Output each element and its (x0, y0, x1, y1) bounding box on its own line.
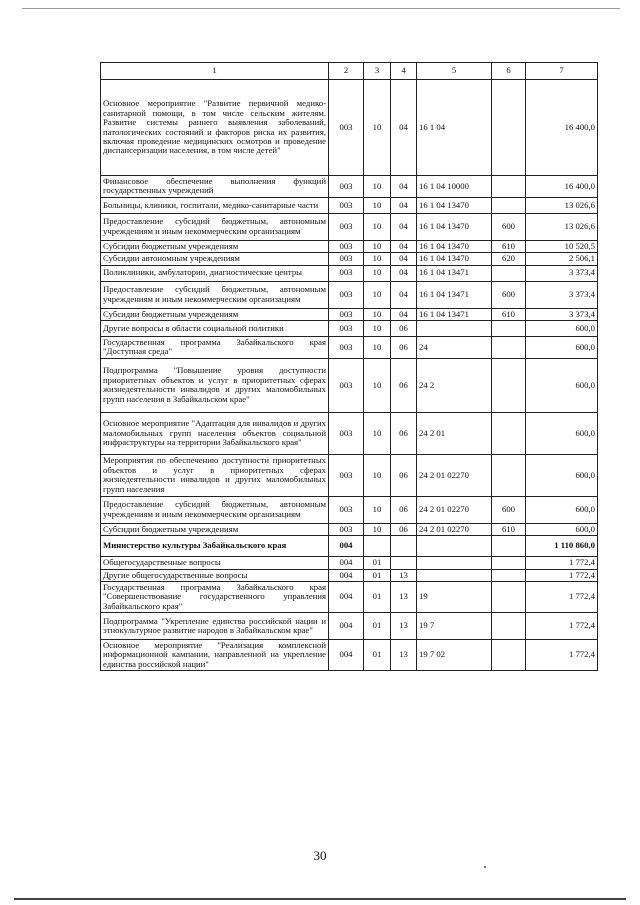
amount-cell: 3 373,4 (526, 265, 598, 281)
item-name-cell: Государственная программа Забайкальского края "Совершенствование государственного управления Забайкальского края" (101, 581, 329, 612)
item-name-cell: Общегосударственные вопросы (101, 557, 329, 569)
item-name-cell: Основное мероприятие "Реализация комплексной информационной кампании, направленной на укрепление единства российской нации" (101, 640, 329, 671)
target-article-cell: 16 1 04 13470 (417, 213, 492, 240)
section-code-cell: 10 (364, 176, 391, 198)
col-header-4: 4 (391, 63, 417, 80)
table-row (101, 412, 598, 454)
subsection-code-cell: 13 (391, 581, 417, 612)
target-article-cell (417, 320, 492, 336)
amount-cell: 600,0 (526, 412, 598, 454)
section-code-cell: 10 (364, 358, 391, 412)
amount-cell: 600,0 (526, 523, 598, 535)
section-code-cell: 10 (364, 320, 391, 336)
page-top-rule (22, 8, 620, 9)
amount-cell: 1 110 860,0 (526, 536, 598, 557)
expense-type-cell: 610 (492, 240, 526, 252)
section-code-cell: 01 (364, 640, 391, 671)
table-row (101, 308, 598, 320)
amount-cell: 600,0 (526, 454, 598, 496)
table-row (101, 613, 598, 640)
item-name-cell: Поликлиники, амбулатории, диагностические центры (101, 265, 329, 281)
amount-cell: 13 026,6 (526, 197, 598, 213)
section-code-cell: 10 (364, 213, 391, 240)
target-article-cell: 24 2 (417, 358, 492, 412)
target-article-cell: 24 2 01 (417, 412, 492, 454)
col-header-1: 1 (101, 63, 329, 80)
target-article-cell (417, 569, 492, 581)
subsection-code-cell (391, 536, 417, 557)
table-row (101, 213, 598, 240)
expense-type-cell (492, 454, 526, 496)
subsection-code-cell: 06 (391, 523, 417, 535)
expense-type-cell (492, 336, 526, 358)
expense-type-cell (492, 640, 526, 671)
amount-cell: 10 520,5 (526, 240, 598, 252)
subsection-code-cell: 04 (391, 176, 417, 198)
ministry-code-cell: 003 (329, 358, 364, 412)
amount-cell: 2 506,1 (526, 253, 598, 265)
amount-cell: 3 373,4 (526, 281, 598, 308)
amount-cell: 1 772,4 (526, 613, 598, 640)
table-row (101, 240, 598, 252)
target-article-cell: 24 (417, 336, 492, 358)
budget-table (100, 62, 598, 671)
item-name-cell: Министерство культуры Забайкальского края (101, 536, 329, 557)
subsection-code-cell: 04 (391, 281, 417, 308)
subsection-code-cell: 06 (391, 336, 417, 358)
subsection-code-cell: 04 (391, 265, 417, 281)
target-article-cell: 16 1 04 (417, 80, 492, 176)
section-code-cell: 10 (364, 496, 391, 523)
ministry-code-cell: 003 (329, 176, 364, 198)
ministry-code-cell: 004 (329, 640, 364, 671)
expense-type-cell (492, 197, 526, 213)
subsection-code-cell: 04 (391, 308, 417, 320)
item-name-cell: Основное мероприятие "Адаптация для инвалидов и других маломобильных групп населения объектов социальной инфраструктуры на территории Забайкальского края" (101, 412, 329, 454)
col-header-3: 3 (364, 63, 391, 80)
target-article-cell: 16 1 04 13471 (417, 281, 492, 308)
amount-cell: 16 400,0 (526, 80, 598, 176)
amount-cell: 1 772,4 (526, 581, 598, 612)
expense-type-cell (492, 581, 526, 612)
amount-cell: 600,0 (526, 496, 598, 523)
section-code-cell: 01 (364, 613, 391, 640)
ministry-code-cell: 003 (329, 80, 364, 176)
expense-type-cell (492, 412, 526, 454)
subsection-code-cell: 13 (391, 640, 417, 671)
expense-type-cell (492, 176, 526, 198)
section-code-cell: 01 (364, 569, 391, 581)
ministry-code-cell: 003 (329, 213, 364, 240)
section-code-cell: 10 (364, 412, 391, 454)
ministry-code-cell: 004 (329, 536, 364, 557)
subsection-code-cell: 06 (391, 358, 417, 412)
table-row (101, 320, 598, 336)
ministry-code-cell: 003 (329, 281, 364, 308)
scan-speck (484, 866, 486, 868)
table-row (101, 281, 598, 308)
ministry-code-cell: 003 (329, 253, 364, 265)
item-name-cell: Государственная программа Забайкальского края "Доступная среда" (101, 336, 329, 358)
expense-type-cell: 620 (492, 253, 526, 265)
target-article-cell (417, 536, 492, 557)
section-code-cell: 10 (364, 197, 391, 213)
ministry-code-cell: 003 (329, 240, 364, 252)
section-code-cell: 10 (364, 308, 391, 320)
ministry-code-cell: 003 (329, 265, 364, 281)
subsection-code-cell: 04 (391, 80, 417, 176)
col-header-2: 2 (329, 63, 364, 80)
expense-type-cell (492, 569, 526, 581)
subsection-code-cell (391, 557, 417, 569)
subsection-code-cell: 13 (391, 613, 417, 640)
ministry-code-cell: 003 (329, 454, 364, 496)
ministry-code-cell: 003 (329, 496, 364, 523)
table-row (101, 454, 598, 496)
ministry-code-cell: 003 (329, 523, 364, 535)
subsection-code-cell: 06 (391, 320, 417, 336)
target-article-cell: 24 2 01 02270 (417, 523, 492, 535)
expense-type-cell: 600 (492, 213, 526, 240)
item-name-cell: Мероприятия по обеспечению доступности приоритетных объектов и услуг в приоритетных сферах жизнедеятельности инвалидов и других маломобильных групп населения (101, 454, 329, 496)
ministry-code-cell: 003 (329, 197, 364, 213)
col-header-7: 7 (526, 63, 598, 80)
expense-type-cell (492, 536, 526, 557)
ministry-code-cell: 003 (329, 412, 364, 454)
target-article-cell: 16 1 04 13470 (417, 253, 492, 265)
col-header-5: 5 (417, 63, 492, 80)
expense-type-cell (492, 557, 526, 569)
ministry-code-cell: 003 (329, 320, 364, 336)
ministry-code-cell: 003 (329, 336, 364, 358)
target-article-cell: 16 1 04 13470 (417, 240, 492, 252)
table-row (101, 253, 598, 265)
item-name-cell: Субсидии бюджетным учреждениям (101, 308, 329, 320)
amount-cell: 3 373,4 (526, 308, 598, 320)
ministry-code-cell: 003 (329, 308, 364, 320)
subsection-code-cell: 04 (391, 197, 417, 213)
expense-type-cell (492, 613, 526, 640)
item-name-cell: Субсидии автономным учреждениям (101, 253, 329, 265)
target-article-cell: 19 7 (417, 613, 492, 640)
section-code-cell: 01 (364, 581, 391, 612)
table-row (101, 336, 598, 358)
table-row (101, 536, 598, 557)
table-row (101, 80, 598, 176)
ministry-code-cell: 004 (329, 581, 364, 612)
target-article-cell: 24 2 01 02270 (417, 496, 492, 523)
amount-cell: 1 772,4 (526, 557, 598, 569)
subsection-code-cell: 06 (391, 412, 417, 454)
page-bottom-rule (14, 898, 626, 900)
table-row (101, 557, 598, 569)
target-article-cell: 16 1 04 13470 (417, 197, 492, 213)
item-name-cell: Субсидии бюджетным учреждениям (101, 240, 329, 252)
subsection-code-cell: 04 (391, 213, 417, 240)
item-name-cell: Предоставление субсидий бюджетным, автономным учреждениям и иным некоммерческим организациям (101, 213, 329, 240)
amount-cell: 16 400,0 (526, 176, 598, 198)
ministry-code-cell: 004 (329, 613, 364, 640)
table-body (101, 80, 598, 671)
table-row (101, 569, 598, 581)
expense-type-cell (492, 265, 526, 281)
expense-type-cell: 600 (492, 281, 526, 308)
table-row (101, 358, 598, 412)
expense-type-cell (492, 80, 526, 176)
section-code-cell: 10 (364, 80, 391, 176)
item-name-cell: Основное мероприятие "Развитие первичной медико-санитарной помощи, в том числе сельским жителям. Развитие системы раннего выявления заболеваний, патологических состояний и факторов риска их развития, включая проведение медицинских осмотров и проведение диспансеризации населения, в том числе детей" (101, 80, 329, 176)
amount-cell: 1 772,4 (526, 640, 598, 671)
item-name-cell: Финансовое обеспечение выполнения функций государственных учреждений (101, 176, 329, 198)
section-code-cell (364, 536, 391, 557)
table-row (101, 176, 598, 198)
section-code-cell: 10 (364, 240, 391, 252)
subsection-code-cell: 04 (391, 253, 417, 265)
target-article-cell: 19 (417, 581, 492, 612)
table-row (101, 265, 598, 281)
section-code-cell: 10 (364, 281, 391, 308)
item-name-cell: Предоставление субсидий бюджетным, автономным учреждениям и иным некоммерческим организациям (101, 496, 329, 523)
subsection-code-cell: 04 (391, 240, 417, 252)
subsection-code-cell: 06 (391, 454, 417, 496)
ministry-code-cell: 004 (329, 569, 364, 581)
item-name-cell: Субсидии бюджетным учреждениям (101, 523, 329, 535)
section-code-cell: 10 (364, 265, 391, 281)
subsection-code-cell: 13 (391, 569, 417, 581)
table-row (101, 523, 598, 535)
target-article-cell: 16 1 04 10000 (417, 176, 492, 198)
section-code-cell: 10 (364, 523, 391, 535)
target-article-cell: 16 1 04 13471 (417, 308, 492, 320)
item-name-cell: Подпрограмма "Укрепление единства российской нации и этнокультурное развитие народов в Забайкальском крае" (101, 613, 329, 640)
section-code-cell: 01 (364, 557, 391, 569)
amount-cell: 1 772,4 (526, 569, 598, 581)
section-code-cell: 10 (364, 454, 391, 496)
section-code-cell: 10 (364, 253, 391, 265)
amount-cell: 600,0 (526, 358, 598, 412)
item-name-cell: Подпрограмма "Повышение уровня доступности приоритетных объектов и услуг в приоритетных сферах жизнедеятельности инвалидов и других маломобильных групп населения в Забайкальском крае" (101, 358, 329, 412)
table-row (101, 496, 598, 523)
target-article-cell (417, 557, 492, 569)
expense-type-cell (492, 320, 526, 336)
subsection-code-cell: 06 (391, 496, 417, 523)
expense-type-cell (492, 358, 526, 412)
expense-type-cell: 610 (492, 308, 526, 320)
col-header-6: 6 (492, 63, 526, 80)
item-name-cell: Предоставление субсидий бюджетным, автономным учреждениям и иным некоммерческим организациям (101, 281, 329, 308)
item-name-cell: Другие общегосударственные вопросы (101, 569, 329, 581)
section-code-cell: 10 (364, 336, 391, 358)
amount-cell: 600,0 (526, 336, 598, 358)
table-row (101, 581, 598, 612)
expense-type-cell: 610 (492, 523, 526, 535)
ministry-code-cell: 004 (329, 557, 364, 569)
target-article-cell: 16 1 04 13471 (417, 265, 492, 281)
item-name-cell: Больницы, клиники, госпитали, медико-санитарные части (101, 197, 329, 213)
target-article-cell: 24 2 01 02270 (417, 454, 492, 496)
target-article-cell: 19 7 02 (417, 640, 492, 671)
table-row (101, 640, 598, 671)
table-row (101, 197, 598, 213)
expense-type-cell: 600 (492, 496, 526, 523)
amount-cell: 13 026,6 (526, 213, 598, 240)
page-number: 30 (313, 848, 327, 863)
item-name-cell: Другие вопросы в области социальной политики (101, 320, 329, 336)
header-row (101, 63, 598, 80)
amount-cell: 600,0 (526, 320, 598, 336)
